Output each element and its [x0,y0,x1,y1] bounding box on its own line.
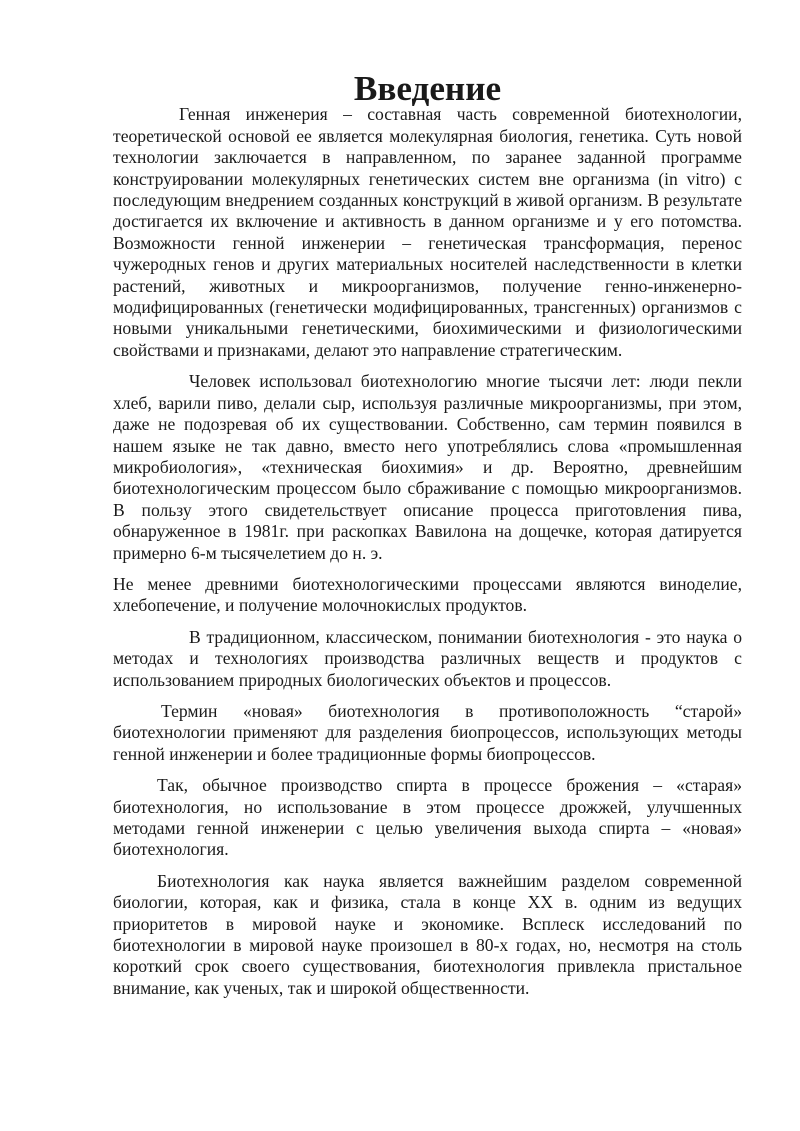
document-title: Введение [353,69,502,108]
paragraph-traditional-definition: В традиционном, классическом, понимании биотехнология - это наука о методах и технологиях производства различных веществ и продуктов с использованием природных биологических объектов и процессов. [113,626,742,690]
paragraph-ancient-processes: Не менее древними биотехнологическими процессами являются виноделие, хлебопечение, и получение молочнокислых продуктов. [113,573,742,616]
paragraph-history-of-biotechnology: Человек использовал биотехнологию многие тысячи лет: люди пекли хлеб, варили пиво, делали сыр, используя различные микроорганизмы, при этом, даже не подозревая об их существовании. Собственно, сам термин появился в нашем языке не так давно, вместо него употреблялись слова «промышленная микробиология», «техническая биохимия» и др. Вероятно, древнейшим биотехнологическим процессом было сбраживание с помощью микроорганизмов. В пользу этого свидетельствует описание процесса приготовления пива, обнаруженное в 1981г. при раскопках Вавилона на дощечке, которая датируется примерно 6-м тысячелетием до н. э. [113,371,742,563]
paragraph-new-vs-old-term: Термин «новая» биотехнология в противоположность “старой» биотехнологии применяют для разделения биопроцессов, использующих методы генной инженерии и более традиционные формы биопроцессов. [113,700,742,764]
paragraph-alcohol-example: Так, обычное производство спирта в процессе брожения – «старая» биотехнология, но использование в этом процессе дрожжей, улучшенных методами генной инженерии с целью увеличения выхода спирта – «новая» биотехнология. [113,775,742,860]
document-body [113,70,742,999]
paragraph-genetic-engineering: Генная инженерия – составная часть современной биотехнологии, теоретической основой ее является молекулярная биология, генетика. Суть новой технологии заключается в направленном, по заранее заданной программе конструировании молекулярных генетических систем вне организма (in vitro) с последующим внедрением созданных конструкций в живой организм. В результате достигается их включение и активность в данном организме и у его потомства. Возможности генной инженерии – генетическая трансформация, перенос чужеродных генов и других материальных носителей наследственности в клетки растений, животных и микроорганизмов, получение генно-инженерно-модифицированных (генетически модифицированных, трансгенных) организмов с новыми уникальными генетическими, биохимическими и физиологическими свойствами и признаками, делают это направление стратегическим. [113,104,742,360]
paragraph-biotechnology-as-science: Биотехнология как наука является важнейшим разделом современной биологии, которая, как и физика, стала в конце XX в. одним из ведущих приоритетов в мировой науке и экономике. Всплеск исследований по биотехнологии в мировой науке произошел в 80-х годах, но, несмотря на столь короткий срок своего существования, биотехнология привлекла пристальное внимание, как ученых, так и широкой общественности. [113,870,742,998]
